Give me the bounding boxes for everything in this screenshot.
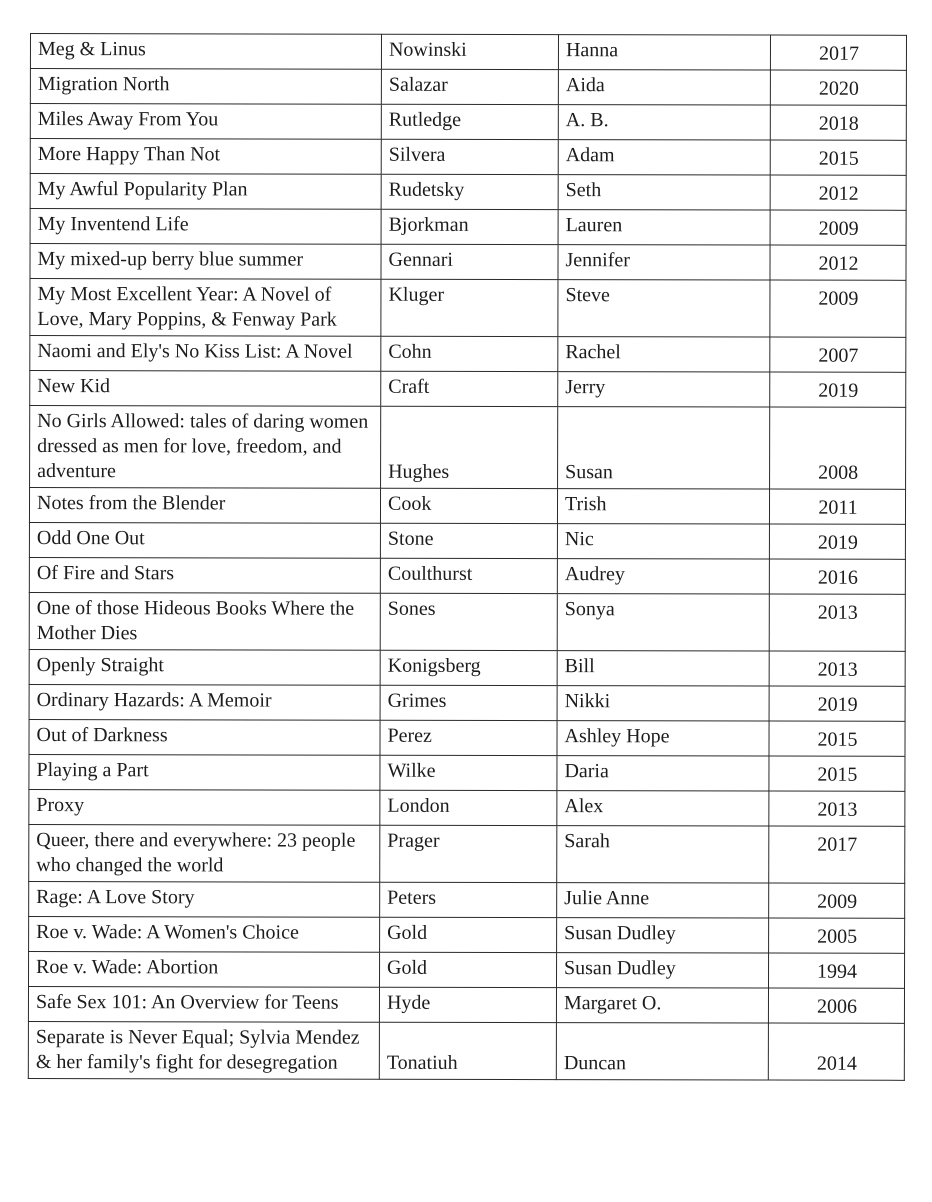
table-row [29,523,905,560]
author-first-name-cell: Sarah [557,826,769,883]
author-last-name-cell: Prager [380,825,557,882]
book-title-cell: Meg & Linus [30,34,381,70]
publication-year-cell: 2012 [770,245,906,280]
author-first-name-cell: Hanna [558,35,770,70]
book-title-cell: My Awful Popularity Plan [30,174,381,210]
table-row [30,174,906,211]
table-row [28,1021,904,1080]
book-title-cell: No Girls Allowed: tales of daring women dressed as men for love, freedom, and adventure [30,406,381,489]
author-first-name-cell: Nikki [557,686,769,721]
publication-year-cell: 2017 [770,35,906,70]
publication-year-cell: 2009 [770,280,906,337]
author-last-name-cell: London [380,790,557,825]
author-last-name-cell: Silvera [381,139,558,174]
table-row [30,34,906,71]
author-first-name-cell: Jennifer [558,245,770,280]
book-title-cell: Separate is Never Equal; Sylvia Mendez & her family's fight for desegregation [28,1021,379,1079]
publication-year-cell: 2008 [770,407,906,489]
author-first-name-cell: Trish [557,489,769,524]
author-last-name-cell: Cook [380,488,557,523]
table-row [29,592,905,651]
table-row [29,754,905,791]
book-title-cell: Roe v. Wade: A Women's Choice [29,916,380,952]
book-title-cell: Openly Straight [29,649,380,685]
book-title-cell: Roe v. Wade: Abortion [29,951,380,987]
table-row [29,488,905,525]
book-title-cell: Proxy [29,789,380,825]
author-last-name-cell: Hyde [379,987,556,1022]
author-first-name-cell: Sonya [557,594,769,651]
table-row [30,139,906,176]
author-last-name-cell: Bjorkman [381,209,558,244]
author-last-name-cell: Salazar [381,69,558,104]
book-title-cell: Out of Darkness [29,719,380,755]
author-first-name-cell: Duncan [556,1023,768,1080]
author-first-name-cell: Susan Dudley [557,953,769,988]
table-row [30,371,906,408]
publication-year-cell: 2009 [769,883,905,918]
book-title-cell: My Most Excellent Year: A Novel of Love, Mary Poppins, & Fenway Park [30,279,381,337]
book-title-cell: My mixed-up berry blue summer [30,244,381,280]
author-last-name-cell: Stone [380,523,557,558]
publication-year-cell: 2006 [768,988,904,1023]
author-last-name-cell: Wilke [380,755,557,790]
author-first-name-cell: Alex [557,791,769,826]
publication-year-cell: 2014 [768,1023,904,1080]
author-last-name-cell: Kluger [381,279,558,336]
book-title-cell: Safe Sex 101: An Overview for Teens [28,986,379,1022]
table-row [30,244,906,281]
table-row [29,951,905,988]
author-last-name-cell: Rutledge [381,104,558,139]
table-row [29,824,905,883]
author-first-name-cell: Nic [557,524,769,559]
table-row [30,336,906,373]
book-title-cell: One of those Hideous Books Where the Mother Dies [29,592,380,650]
author-first-name-cell: Aida [558,70,770,105]
author-first-name-cell: Rachel [558,337,770,372]
book-title-cell: New Kid [30,371,381,407]
publication-year-cell: 2019 [769,524,905,559]
author-last-name-cell: Konigsberg [380,650,557,685]
author-first-name-cell: Bill [557,651,769,686]
author-last-name-cell: Gold [380,952,557,987]
author-first-name-cell: Seth [558,175,770,210]
publication-year-cell: 2007 [770,337,906,372]
publication-year-cell: 2015 [769,721,905,756]
publication-year-cell: 2009 [770,210,906,245]
author-last-name-cell: Hughes [381,406,558,488]
author-last-name-cell: Grimes [380,685,557,720]
table-row [30,104,906,141]
publication-year-cell: 2018 [770,105,906,140]
table-row [30,209,906,246]
book-title-cell: Rage: A Love Story [29,881,380,917]
author-first-name-cell: Adam [558,140,770,175]
author-last-name-cell: Coulthurst [380,558,557,593]
author-last-name-cell: Craft [381,371,558,406]
book-list-table [28,33,907,1081]
author-last-name-cell: Tonatiuh [379,1022,556,1079]
publication-year-cell: 2017 [769,826,905,883]
table-row [29,684,905,721]
author-last-name-cell: Cohn [381,336,558,371]
author-last-name-cell: Peters [380,882,557,917]
author-last-name-cell: Perez [380,720,557,755]
table-row [29,649,905,686]
book-title-cell: Ordinary Hazards: A Memoir [29,684,380,720]
book-title-cell: Odd One Out [29,523,380,559]
publication-year-cell: 2020 [770,70,906,105]
publication-year-cell: 2013 [769,651,905,686]
table-row [30,69,906,106]
table-row [28,986,904,1023]
author-last-name-cell: Rudetsky [381,174,558,209]
author-last-name-cell: Nowinski [381,34,558,69]
book-title-cell: Miles Away From You [30,104,381,140]
book-title-cell: Queer, there and everywhere: 23 people who changed the world [29,824,380,882]
table-row [29,557,905,594]
author-first-name-cell: A. B. [558,105,770,140]
publication-year-cell: 2005 [769,918,905,953]
publication-year-cell: 2019 [769,686,905,721]
author-first-name-cell: Jerry [558,372,770,407]
publication-year-cell: 2013 [769,791,905,826]
publication-year-cell: 1994 [769,953,905,988]
publication-year-cell: 2013 [769,594,905,651]
table-row [30,279,906,338]
author-first-name-cell: Susan [558,407,770,489]
publication-year-cell: 2016 [769,559,905,594]
book-title-cell: My Inventend Life [30,209,381,245]
table-row [29,789,905,826]
book-title-cell: Notes from the Blender [29,488,380,524]
author-first-name-cell: Julie Anne [557,883,769,918]
book-title-cell: More Happy Than Not [30,139,381,175]
publication-year-cell: 2015 [770,140,906,175]
publication-year-cell: 2015 [769,756,905,791]
author-first-name-cell: Audrey [557,559,769,594]
author-first-name-cell: Susan Dudley [557,918,769,953]
table-row [29,881,905,918]
author-first-name-cell: Daria [557,756,769,791]
author-last-name-cell: Gold [380,917,557,952]
author-last-name-cell: Sones [380,593,557,650]
table-row [30,406,906,490]
author-first-name-cell: Steve [558,280,770,337]
publication-year-cell: 2019 [770,372,906,407]
publication-year-cell: 2011 [769,489,905,524]
author-first-name-cell: Lauren [558,210,770,245]
book-title-cell: Naomi and Ely's No Kiss List: A Novel [30,336,381,372]
table-row [29,719,905,756]
book-title-cell: Migration North [30,69,381,105]
author-last-name-cell: Gennari [381,244,558,279]
book-title-cell: Playing a Part [29,754,380,790]
book-title-cell: Of Fire and Stars [29,557,380,593]
publication-year-cell: 2012 [770,175,906,210]
author-first-name-cell: Margaret O. [556,988,768,1023]
table-row [29,916,905,953]
author-first-name-cell: Ashley Hope [557,721,769,756]
